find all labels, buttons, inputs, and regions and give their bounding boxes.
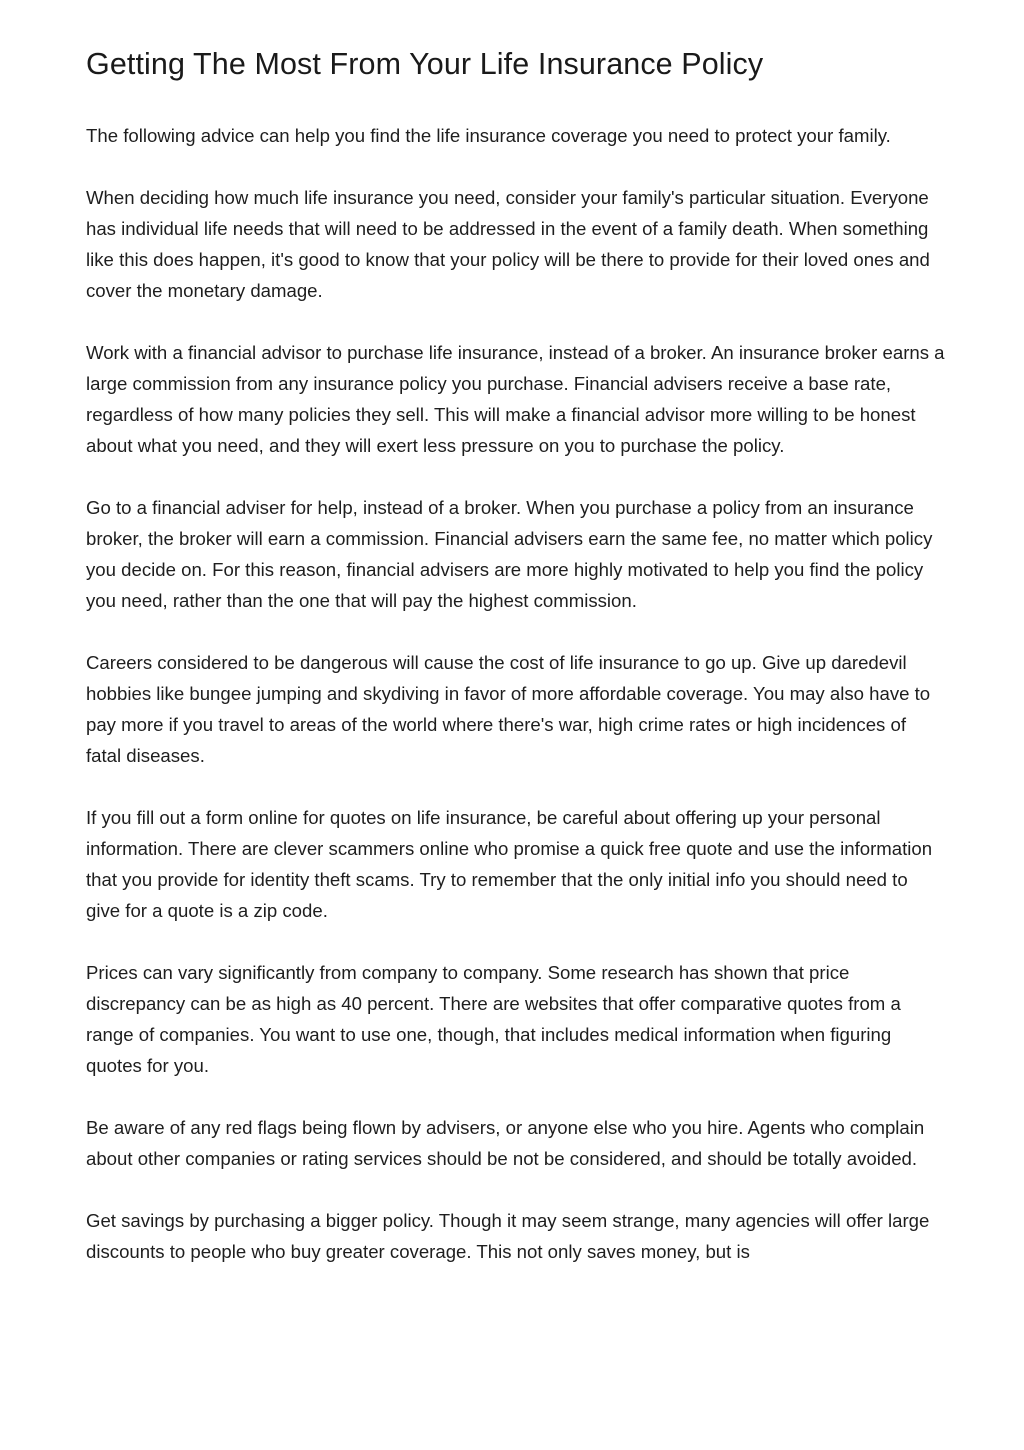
document-body: [86, 44, 946, 1298]
paragraph-price-variance: Prices can vary significantly from company to company. Some research has shown that price discrepancy can be as high as 40 percent. There are websites that offer comparative quotes from a range of companies. You want to use one, though, that includes medical information when figuring quotes for you.: [86, 962, 901, 1076]
paragraph-dangerous-careers: Careers considered to be dangerous will cause the cost of life insurance to go up. Give up daredevil hobbies like bungee jumping and skydiving in favor of more affordable coverage. You may also have to pay more if you travel to areas of the world where there's war, high crime rates or high incidences of fatal diseases.: [86, 652, 931, 766]
paragraph-financial-advisor: Work with a financial advisor to purchase life insurance, instead of a broker. An insurance broker earns a large commission from any insurance policy you purchase. Financial advisers receive a base rate, regardless of how many policies they sell. This will make a financial advisor more willing to be honest about what you need, and they will exert less pressure on you to purchase the policy.: [86, 342, 945, 456]
paragraph-online-quotes: If you fill out a form online for quotes on life insurance, be careful about offering up your personal information. There are clever scammers online who promise a quick free quote and use the information that you provide for identity theft scams. Try to remember that the only initial info you should need to give for a quote is a zip code.: [86, 807, 933, 921]
paragraph-intro: The following advice can help you find the life insurance coverage you need to protect your family.: [86, 125, 891, 146]
paragraph-red-flags: Be aware of any red flags being flown by advisers, or anyone else who you hire. Agents who complain about other companies or rating services should be not be considered, and should be totally avoided.: [86, 1117, 925, 1169]
document-title: Getting The Most From Your Life Insurance Policy: [86, 47, 764, 81]
paragraph-family-situation: When deciding how much life insurance you need, consider your family's particular situation. Everyone has individual life needs that will need to be addressed in the event of a family death. When something like this does happen, it's good to know that your policy will be there to provide for their loved ones and cover the monetary damage.: [86, 187, 930, 301]
paragraph-financial-adviser-fee: Go to a financial adviser for help, instead of a broker. When you purchase a policy from an insurance broker, the broker will earn a commission. Financial advisers earn the same fee, no matter which policy you decide on. For this reason, financial advisers are more highly motivated to help you find the policy you need, rather than the one that will pay the highest commission.: [86, 497, 933, 611]
paragraph-bigger-policy: Get savings by purchasing a bigger policy. Though it may seem strange, many agencies will offer large discounts to people who buy greater coverage. This not only saves money, but is: [86, 1210, 930, 1262]
